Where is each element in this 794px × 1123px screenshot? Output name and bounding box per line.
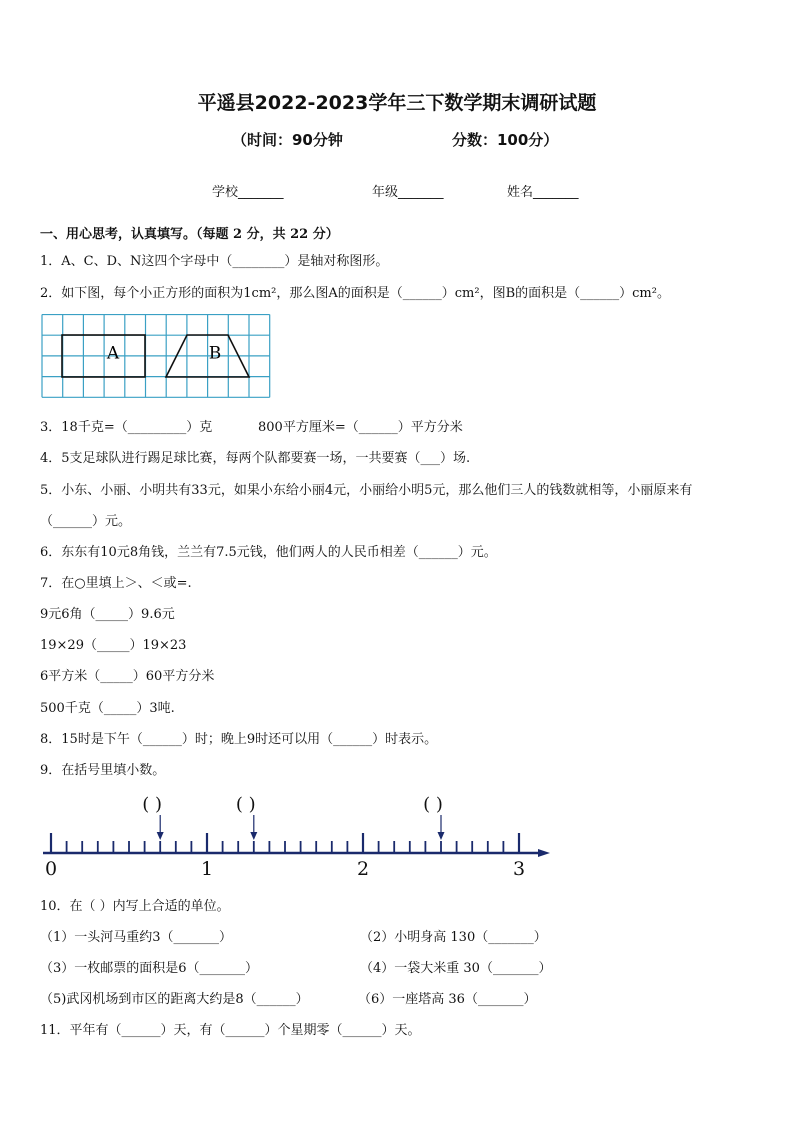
- tick-label: 0: [44, 858, 58, 880]
- question-11: 11．平年有（______）天，有（______）个星期零（______）天。: [40, 1023, 421, 1038]
- name-field: 姓名_______: [507, 185, 579, 200]
- question-5-line-2: （______）元。: [40, 514, 132, 529]
- grid-figure: [41, 314, 273, 404]
- pointer-arrowhead: [157, 832, 164, 840]
- number-line-figure: [40, 790, 560, 886]
- question-1: 1．A、C、D、N这四个字母中（________）是轴对称图形。: [40, 254, 389, 269]
- answer-parentheses: ( ): [142, 794, 163, 815]
- grade-field: 年级_______: [372, 185, 444, 200]
- page-title: 平遥县2022-2023学年三下数学期末调研试题: [197, 92, 597, 114]
- tick-label: 2: [356, 858, 370, 880]
- question-10-item-3: （3）一枚邮票的面积是6（_______）: [40, 961, 259, 976]
- question-6: 6．东东有10元8角钱，兰兰有7.5元钱，他们两人的人民币相差（______）元。: [40, 545, 497, 560]
- question-7-item-1: 9元6角（_____）9.6元: [40, 607, 175, 622]
- question-10-item-2: （2）小明身高 130（_______）: [360, 930, 547, 945]
- question-7-item-3: 6平方米（_____）60平方分米: [40, 669, 215, 684]
- question-10-item-1: （1）一头河马重约3（_______）: [40, 930, 233, 945]
- question-10-item-5: （5)武冈机场到市区的距离大约是8（______）: [40, 992, 309, 1007]
- tick-label: 3: [512, 858, 526, 880]
- figure-a-label: A: [106, 343, 120, 364]
- answer-parentheses: ( ): [423, 794, 443, 815]
- number-line: [43, 794, 550, 880]
- section-heading: 一、用心思考，认真填写。（每题 2 分，共 22 分）: [40, 227, 339, 242]
- number-line-svg: [40, 790, 560, 882]
- question-3-part-2: 800平方厘米=（______）平方分米: [258, 420, 463, 435]
- school-field: 学校_______: [212, 185, 284, 200]
- axis-arrow: [538, 849, 550, 857]
- answer-parentheses: ( ): [235, 794, 256, 815]
- grid-lines: [42, 315, 270, 398]
- question-10-item-6: （6）一座塔高 36（_______）: [358, 992, 537, 1007]
- question-8: 8．15时是下午（______）时；晚上9时还可以用（______）时表示。: [40, 732, 438, 747]
- exam-time: （时间：90分钟: [232, 131, 343, 149]
- tick-label: 1: [200, 858, 214, 880]
- question-10-item-4: （4）一袋大米重 30（_______）: [360, 961, 552, 976]
- question-9: 9．在括号里填小数。: [40, 763, 166, 778]
- question-10: 10．在（ ）内写上合适的单位。: [40, 899, 230, 914]
- question-7-item-2: 19×29（_____）19×23: [40, 638, 187, 653]
- question-5-line-1: 5．小东、小丽、小明共有33元，如果小东给小丽4元，小丽给小明5元，那么他们三人的钱数就相等，小丽原来有: [40, 483, 693, 498]
- figure-b-label: B: [208, 343, 222, 364]
- question-3-part-1: 3．18千克=（_________）克: [40, 420, 213, 435]
- question-7: 7．在○里填上＞、＜或=.: [40, 576, 192, 591]
- question-4: 4．5支足球队进行踢足球比赛，每两个队都要赛一场，一共要赛（___）场.: [40, 451, 471, 466]
- pointer-arrowhead: [250, 832, 257, 840]
- pointer-arrowhead: [438, 832, 445, 840]
- question-7-item-4: 500千克（_____）3吨.: [40, 701, 175, 716]
- exam-score: 分数：100分）: [452, 131, 559, 149]
- question-2: 2．如下图，每个小正方形的面积为1cm²，那么图A的面积是（______）cm²，图B的面积是（______）cm²。: [40, 286, 670, 301]
- grid-svg: [41, 314, 273, 400]
